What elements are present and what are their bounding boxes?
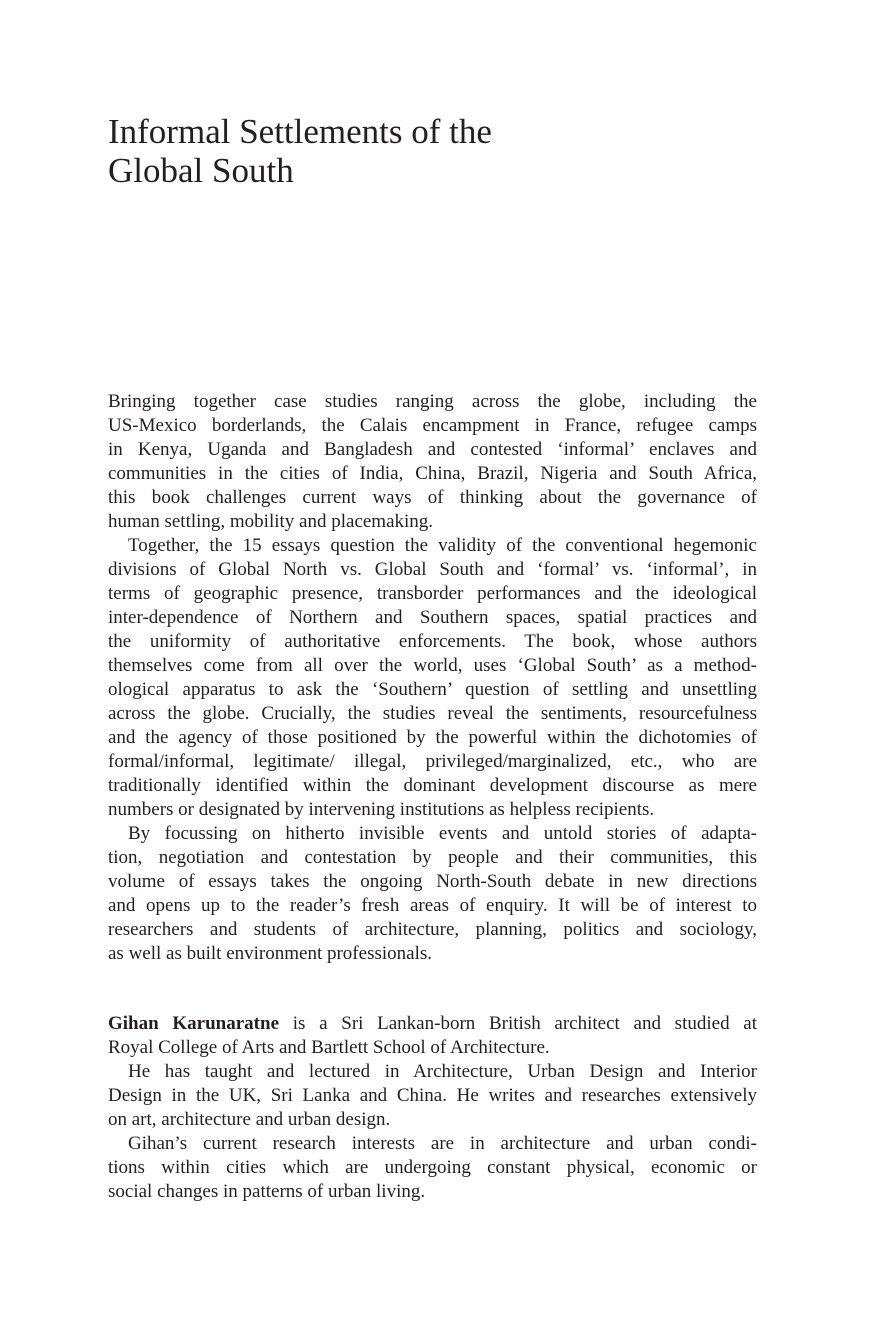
text-line: tion, negotiation and contestation by people and their communities, this — [108, 847, 757, 868]
text-line: on art, architecture and urban design. — [108, 1109, 391, 1130]
text-line: formal/informal, legitimate/ illegal, privileged/marginalized, etc., who are — [108, 751, 757, 772]
author-name: Gihan Karunaratne — [108, 1013, 280, 1034]
text-line: He has taught and lectured in Architecture, Urban Design and Interior — [128, 1061, 757, 1082]
text-line: inter-dependence of Northern and Southern spaces, spatial practices and — [108, 607, 757, 628]
author-bio-first-line — [108, 1012, 757, 1036]
text-line: communities in the cities of India, China, Brazil, Nigeria and South Africa, — [108, 463, 757, 484]
text-line: the uniformity of authoritative enforcements. The book, whose authors — [108, 631, 757, 652]
text-line: and opens up to the reader’s fresh areas of enquiry. It will be of interest to — [108, 895, 757, 916]
text-line: human settling, mobility and placemaking. — [108, 511, 434, 532]
text-line: Together, the 15 essays question the validity of the conventional hegemonic — [128, 535, 757, 556]
text-line: this book challenges current ways of thinking about the governance of — [108, 487, 757, 508]
text-line: is a Sri Lankan-born British architect and studied at — [279, 1013, 757, 1034]
text-line: Royal College of Arts and Bartlett School of Architecture. — [108, 1037, 550, 1058]
text-line: volume of essays takes the ongoing North-South debate in new directions — [108, 871, 757, 892]
section-gap — [108, 966, 757, 1012]
text-line: Bringing together case studies ranging across the globe, including the — [108, 391, 757, 412]
text-line: ological apparatus to ask the ‘Southern’ question of settling and unsettling — [108, 679, 757, 700]
text-line: divisions of Global North vs. Global South and ‘formal’ vs. ‘informal’, in — [108, 559, 757, 580]
text-line: Gihan’s current research interests are in architecture and urban condi- — [128, 1133, 757, 1154]
text-line: themselves come from all over the world, uses ‘Global South’ as a method- — [108, 655, 757, 676]
text-line: US-Mexico borderlands, the Calais encampment in France, refugee camps — [108, 415, 757, 436]
book-description — [108, 390, 757, 1204]
text-line: numbers or designated by intervening institutions as helpless recipients. — [108, 799, 655, 820]
text-line: and the agency of those positioned by the powerful within the dichotomies of — [108, 727, 757, 748]
text-line: By focussing on hitherto invisible events and untold stories of adapta- — [128, 823, 757, 844]
text-line: Design in the UK, Sri Lanka and China. He writes and researches extensively — [108, 1085, 757, 1106]
text-line: traditionally identified within the dominant development discourse as mere — [108, 775, 757, 796]
text-line: as well as built environment professionals. — [108, 943, 432, 964]
text-line: tions within cities which are undergoing constant physical, economic or — [108, 1157, 757, 1178]
title-line: Global South — [108, 151, 294, 190]
text-line: researchers and students of architecture, planning, politics and sociology, — [108, 919, 757, 940]
text-line: social changes in patterns of urban living. — [108, 1181, 426, 1202]
text-line: in Kenya, Uganda and Bangladesh and contested ‘informal’ enclaves and — [108, 439, 757, 460]
book-title — [108, 112, 492, 190]
title-line: Informal Settlements of the — [108, 112, 492, 151]
text-line: terms of geographic presence, transborder performances and the ideological — [108, 583, 757, 604]
text-line: across the globe. Crucially, the studies reveal the sentiments, resourcefulness — [108, 703, 757, 724]
